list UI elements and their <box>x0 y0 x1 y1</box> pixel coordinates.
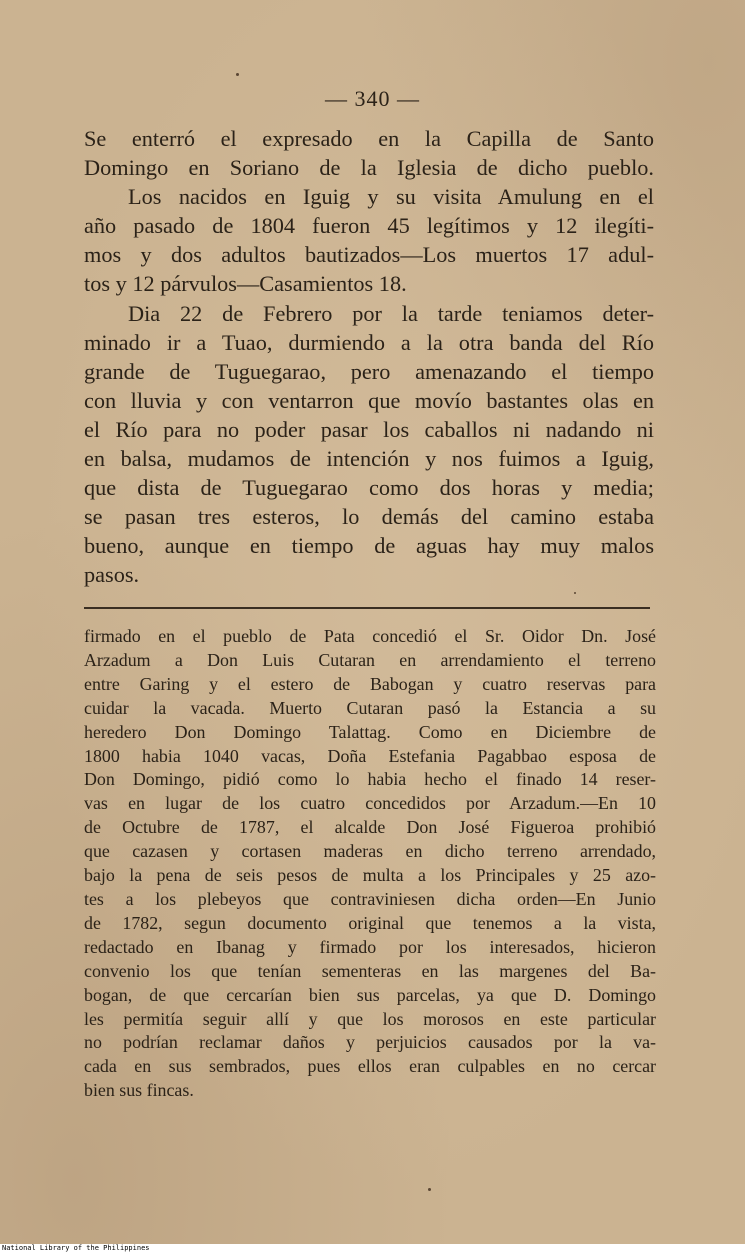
main-text-line: Dia 22 de Febrero por la tarde teniamos deter- <box>128 300 654 326</box>
main-text-line: Se enterró el expresado en la Capilla de Santo <box>84 126 654 151</box>
footnote-line: de 1782, segun documento original que tenemos a la vista, <box>84 912 656 933</box>
main-text-line: con lluvia y con ventarron que movío bastantes olas en <box>84 387 654 413</box>
main-text-line: Domingo en Soriano de la Iglesia de dicho pueblo. <box>84 155 654 181</box>
main-text-line: que dista de Tuguegarao como dos horas y media; <box>84 475 654 501</box>
footnote-line: bien sus fincas. <box>84 1080 194 1101</box>
footnote-line: tes a los plebeyos que contraviniesen dicha orden—En Junio <box>84 888 656 909</box>
main-text-line: se pasan tres esteros, lo demás del camino estaba <box>84 504 654 530</box>
footnote-divider <box>84 607 650 609</box>
paper-speck <box>574 592 576 594</box>
main-text-line: minado ir a Tuao, durmiendo a la otra banda del Río <box>84 329 654 355</box>
footnote-line: Arzadum a Don Luis Cutaran en arrendamiento el terreno <box>84 649 656 670</box>
footnote-line: entre Garing y el estero de Babogan y cuatro reservas para <box>84 673 656 694</box>
main-text-line: año pasado de 1804 fueron 45 legítimos y 12 ilegíti- <box>84 213 654 239</box>
footnote-line: cuidar la vacada. Muerto Cutaran pasó la Estancia a su <box>84 697 656 718</box>
main-text-line: grande de Tuguegarao, pero amenazando el tiempo <box>84 358 654 384</box>
footnote-line: Don Domingo, pidió como lo habia hecho el finado 14 reser- <box>84 769 656 790</box>
footnote-line: bajo la pena de seis pesos de multa a los Principales y 25 azo- <box>84 865 656 886</box>
footnote-line: 1800 habia 1040 vacas, Doña Estefania Pagabbao esposa de <box>84 745 656 766</box>
footnote-line: de Octubre de 1787, el alcalde Don José Figueroa prohibió <box>84 817 656 838</box>
footnote-line: heredero Don Domingo Talattag. Como en Diciembre de <box>84 721 656 742</box>
main-text-line: mos y dos adultos bautizados—Los muertos 17 adul- <box>84 242 654 268</box>
main-text <box>84 124 654 590</box>
main-text-line: pasos. <box>84 562 140 588</box>
footnote-line: convenio los que tenían sementeras en las margenes del Ba- <box>84 960 656 981</box>
main-text-line: Los nacidos en Iguig y su visita Amulung en el <box>128 184 654 210</box>
main-text-line: tos y 12 párvulos—Casamientos 18. <box>84 271 407 297</box>
footnote-line: cada en sus sembrados, pues ellos eran culpables en no cercar <box>84 1056 656 1077</box>
page-number: — 340 — <box>325 86 420 111</box>
main-text-line: en balsa, mudamos de intención y nos fuimos a Iguig, <box>84 446 654 472</box>
footnote-line: no podrían reclamar daños y perjuicios causados por la va- <box>84 1032 656 1053</box>
footnote-text <box>84 625 656 1103</box>
footnote-line: firmado en el pueblo de Pata concedió el Sr. Oidor Dn. José <box>84 626 656 646</box>
footnote-line: que cazasen y cortasen maderas en dicho terreno arrendado, <box>84 841 656 862</box>
footnote-line: redactado en Ibanag y firmado por los interesados, hicieron <box>84 936 656 957</box>
footnote-line: les permitía seguir allí y que los morosos en este particular <box>84 1008 656 1029</box>
library-watermark-label: National Library of the Philippines <box>0 1244 745 1253</box>
footnote-line: vas en lugar de los cuatro concedidos por Arzadum.—En 10 <box>84 793 656 814</box>
main-text-line: el Río para no poder pasar los caballos ni nadando ni <box>84 416 654 442</box>
footnote-line: bogan, de que cercarían bien sus parcelas, ya que D. Domingo <box>84 984 656 1005</box>
paper-speck <box>236 73 239 76</box>
paper-speck <box>428 1188 431 1191</box>
main-text-line: bueno, aunque en tiempo de aguas hay muy malos <box>84 533 654 559</box>
